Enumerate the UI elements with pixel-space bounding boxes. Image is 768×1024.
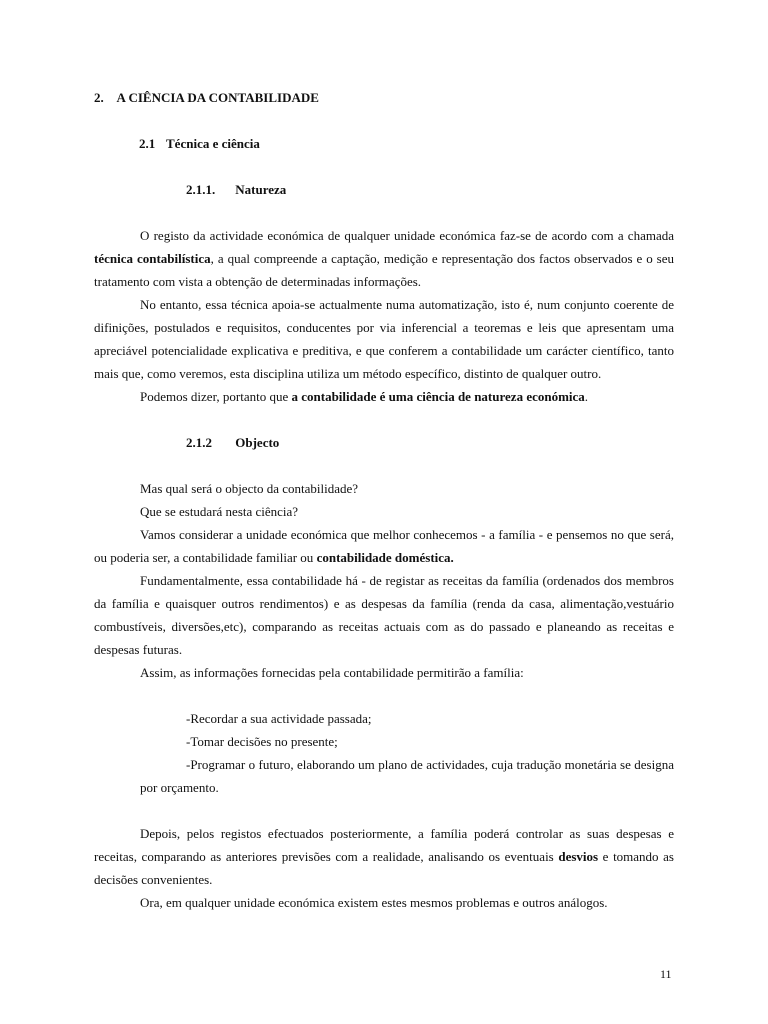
subsection-title: Objecto: [235, 435, 280, 450]
text-span: Depois, pelos registos efectuados posteriormente, a família poderá controlar as suas despesas e receitas, comparando as anteriores previsões com a realidade, analisando os eventuais: [94, 826, 674, 864]
subsection-heading-natureza: [94, 178, 674, 201]
page-content: [94, 86, 674, 914]
subsection-heading-objecto: [94, 431, 674, 454]
paragraph-objecto-5: Ora, em qualquer unidade económica existem estes mesmos problemas e outros análogos.: [140, 895, 608, 910]
question-1: Mas qual será o objecto da contabilidade?: [140, 481, 359, 496]
text-span: , a qual compreende a captação, medição e representação dos factos observados e o seu tratamento com vista a obtenção de determinadas informações.: [94, 251, 675, 289]
list-item: -Recordar a sua actividade passada;: [186, 711, 372, 726]
list-item: -Tomar decisões no presente;: [186, 734, 338, 749]
paragraph-objecto-1: [94, 523, 674, 569]
chapter-number: 2.: [94, 90, 104, 105]
bold-term: contabilidade doméstica.: [316, 550, 454, 565]
paragraph-objecto-3: Assim, as informações fornecidas pela contabilidade permitirão a família:: [140, 665, 524, 680]
paragraph-objecto-4: [94, 822, 674, 891]
question-2: Que se estudará nesta ciência?: [140, 504, 299, 519]
subsection-title: Natureza: [235, 182, 287, 197]
paragraph-natureza-1: [94, 224, 674, 293]
text-span: e tomando as decisões convenientes.: [94, 849, 674, 887]
chapter-title: A CIÊNCIA DA CONTABILIDADE: [116, 90, 319, 105]
bold-term: técnica contabilística: [94, 251, 211, 266]
page-number: 11: [660, 967, 672, 981]
paragraph-natureza-2: No entanto, essa técnica apoia-se actualmente numa automatização, isto é, num conjunto coerente de difinições, postulados e requisitos, conducentes por via inferencial a teoremas e leis que apresentam uma apreciável potencialidade explicativa e preditiva, e que conferem a contabilidade um carácter científico, tanto mais que, como veremos, esta disciplina utiliza um método específico, distinto de qualquer outro.: [94, 297, 674, 381]
text-span: .: [584, 389, 589, 404]
subsection-number: 2.1.1.: [186, 182, 216, 197]
section-number: 2.1: [139, 136, 156, 151]
paragraph-objecto-2: Fundamentalmente, essa contabilidade há - de registar as receitas da família (ordenados dos membros da família e quaisquer outros rendimentos) e as despesas da família (renda da casa, alimentação,vestuário combustíveis, diversões,etc), comparando as receitas actuais com as do passado e planeando as receitas e despesas futuras.: [94, 573, 674, 657]
text-span: Podemos dizer, portanto que: [140, 389, 292, 404]
paragraph-natureza-3: [94, 385, 674, 408]
subsection-number: 2.1.2: [186, 435, 212, 450]
section-heading: [94, 132, 674, 155]
bold-term: a contabilidade é uma ciência de natureza económica: [291, 389, 585, 404]
text-span: Vamos considerar a unidade económica que melhor conhecemos - a família - e pensemos no que será, ou poderia ser, a contabilidade familiar ou: [94, 527, 674, 565]
chapter-heading: [94, 86, 674, 109]
text-span: O registo da actividade económica de qualquer unidade económica faz-se de acordo com a chamada: [140, 228, 674, 243]
bold-term: desvios: [558, 849, 599, 864]
section-title: Técnica e ciência: [166, 136, 260, 151]
list-item: -Programar o futuro, elaborando um plano de actividades, cuja tradução monetária se designa por orçamento.: [140, 757, 674, 795]
